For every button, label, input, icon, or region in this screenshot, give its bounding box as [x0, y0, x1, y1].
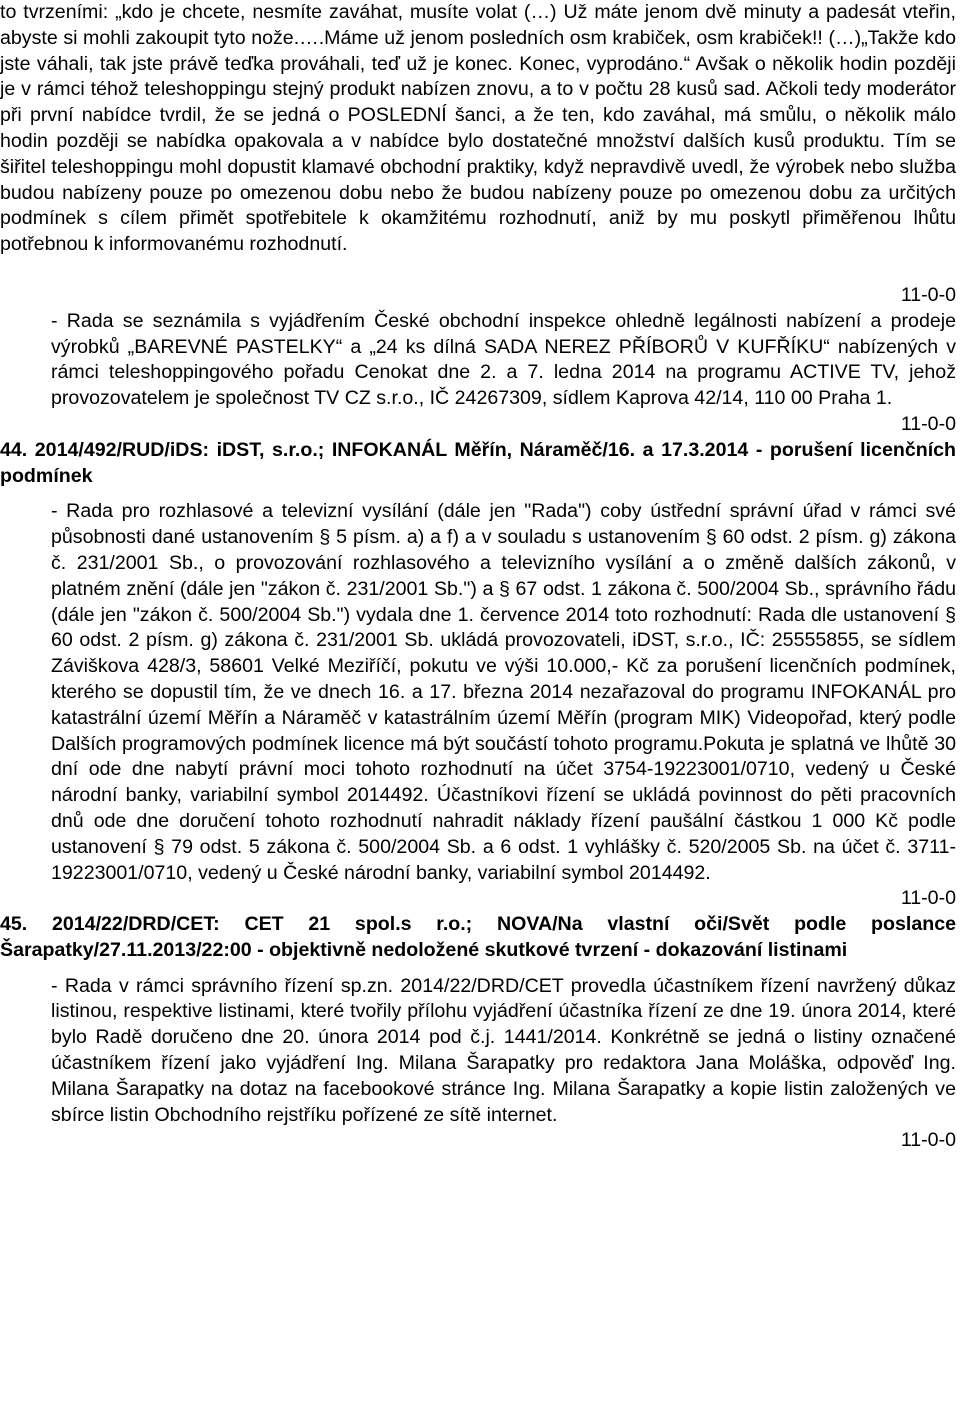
agenda-item-heading-44: 44. 2014/492/RUD/iDS: iDST, s.r.o.; INFOKANÁL Měřín, Náraměč/16. a 17.3.2014 - porušení licenčních podmínek: [0, 438, 956, 487]
paragraph-evidence-documents: - Rada v rámci správního řízení sp.zn. 2014/22/DRD/CET provedla účastníkem řízení navržený důkaz listinou, respektive listinami, které tvořily přílohu vyjádření účastníka řízení ze dne 19. února 2014, které bylo Radě doručeno dne 20. února 2014 pod č.j. 1441/2014. Konkrétně se jedná o listiny označené účastníkem řízení jako vyjádření Ing. Milana Šarapatky pro redaktora Jana Moláška, odpověď Ing. Milana Šarapatky na dotaz na facebookové stránce Ing. Milana Šarapatky a kopie listin založených ve sbírce listin Obchodního rejstříku pořízené ze sítě internet.: [51, 974, 956, 1126]
vote-result: 11-0-0: [900, 887, 956, 910]
paragraph-teleshopping-claims: to tvrzeními: „kdo je chcete, nesmíte zaváhat, musíte volat (…) Už máte jenom dvě minuty a padesát vteřin, abyste si mohli zakoupit tyto nože.….Máme už jenom posledních osm krabiček, osm krabiček!! (…)„Takže kdo jste váhali, tak jste právě teďka prováhali, teď už je konec. Konec, vyprodáno.“ Avšak o několik hodin později je v rámci téhož teleshoppingu stejný produkt nabízen znovu, a to v počtu 28 kusů sad. Ačkoli tedy moderátor při první nabídce tvrdil, že se jedná o POSLEDNÍ šanci, a že ten, kdo zaváhal, má smůlu, o několik málo hodin později se nabídka opakovala a v nabídce bylo dostatečné množství dalších kusů produktu. Tím se šiřitel teleshoppingu mohl dopustit klamavé obchodní praktiky, když nepravdivě uvedl, že výrobek nebo služba budou nabízeny pouze po omezenou dobu nebo že budou nabízeny pouze po omezenou dobu za určitých podmínek s cílem přimět spotřebitele k okamžitému rozhodnutí, aniž by mu poskytl přiměřenou lhůtu potřebnou k informovanému rozhodnutí.: [0, 1, 956, 256]
vote-result: 11-0-0: [900, 283, 956, 306]
vote-result: 11-0-0: [900, 412, 956, 435]
vote-result: 11-0-0: [900, 1129, 956, 1152]
agenda-item-heading-45: 45. 2014/22/DRD/CET: CET 21 spol.s r.o.; NOVA/Na vlastní oči/Svět podle poslance Šarapatky/27.11.2013/22:00 - objektivně nedoložené skutkové tvrzení - dokazování listinami: [0, 913, 956, 961]
paragraph-coi-statement: - Rada se seznámila s vyjádřením České obchodní inspekce ohledně legálnosti nabízení a prodeje výrobků „BAREVNÉ PASTELKY“ a „24 ks dílná SADA NEREZ PŘÍBORŮ V KUFŘÍKU“ nabízených v rámci teleshoppingového pořadu Cenokat dne 2. a 7. ledna 2014 na programu ACTIVE TV, jehož provozovatelem je společnost TV CZ s.r.o., IČ 24267309, sídlem Kaprova 42/14, 110 00 Praha 1.: [51, 309, 956, 410]
paragraph-decision-idst: - Rada pro rozhlasové a televizní vysílání (dále jen "Rada") coby ústřední správní úřad v rámci své působnosti dané ustanovením § 5 písm. a) a f) a v souladu s ustanovením § 60 odst. 2 písm. g) zákona č. 231/2001 Sb., o provozování rozhlasového a televizního vysílání a o změně dalších zákonů, v platném znění (dále jen "zákon č. 231/2001 Sb.") a § 67 odst. 1 zákona č. 500/2004 Sb., správního řádu (dále jen "zákon č. 500/2004 Sb.") vydala dne 1. července 2014 toto rozhodnutí: Rada dle ustanovení § 60 odst. 2 písm. g) zákona č. 231/2001 Sb. ukládá provozovateli, iDST, s.r.o., IČ: 25555855, se sídlem Záviškova 428/3, 58601 Velké Meziříčí, pokutu ve výši 10.000,- Kč za porušení licenčních podmínek, kterého se dopustil tím, že ve dnech 16. a 17. března 2014 nezařazoval do programu INFOKANÁL pro katastrální území Měřín a Náraměč v katastrálním území Měřín (program MIK) Videopořad, který podle Dalších programových podmínek licence má být součástí tohoto programu.Pokuta je splatná ve lhůtě 30 dní ode dne nabytí právní moci tohoto rozhodnutí na účet 3754-19223001/0710, vedený u České národní banky, variabilní symbol 2014492. Účastníkovi řízení se ukládá povinnost do pěti pracovních dnů ode dne doručení tohoto rozhodnutí nahradit náklady řízení paušální částkou 1 000 Kč podle ustanovení § 79 odst. 5 zákona č. 500/2004 Sb. a 6 odst. 1 vyhlášky č. 520/2005 Sb. na účet č. 3711-19223001/0710, vedený u České národní banky, variabilní symbol 2014492.: [51, 500, 956, 884]
